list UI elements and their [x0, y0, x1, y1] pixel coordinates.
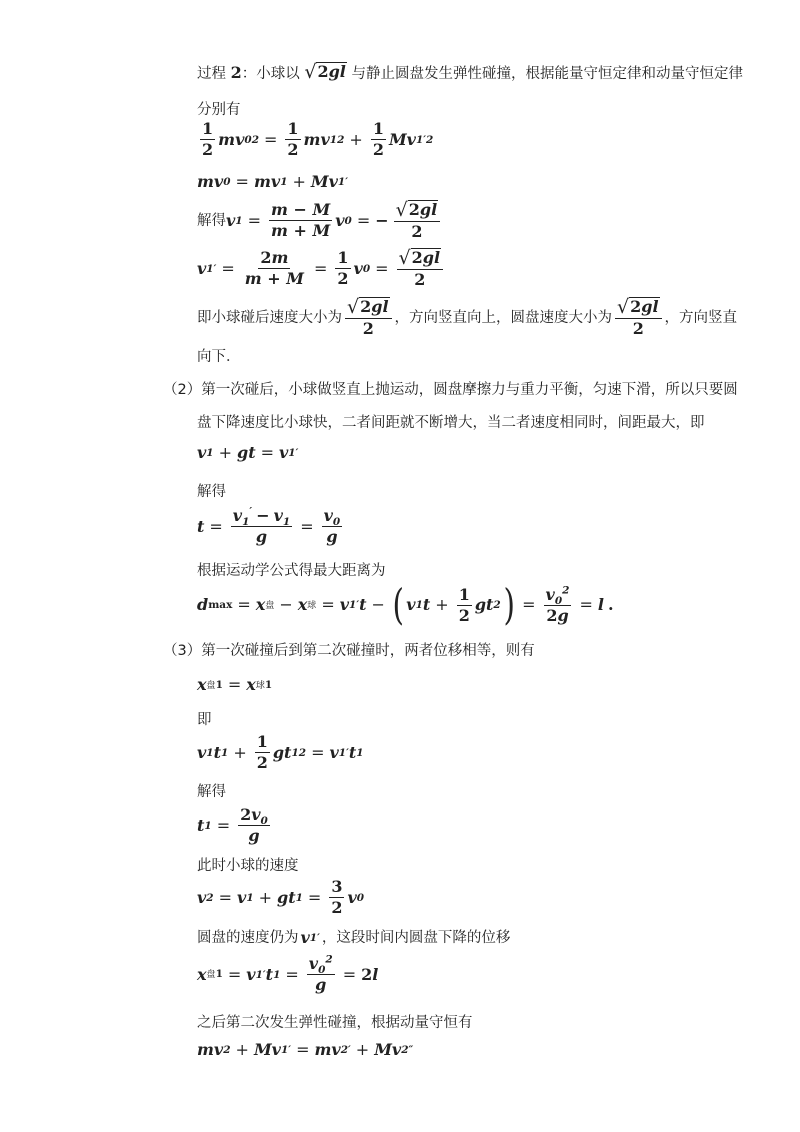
disc-displacement-equation: x 盘1 = v 1 ′ t 1 = $\frac{v_0^2}{g}$ = 2 l: [197, 953, 379, 994]
part3-line1: （3）第一次碰撞后到第二次碰撞时，两者位移相等，则有: [163, 643, 535, 659]
solve-prefix: 解得: [197, 212, 226, 229]
part2-solve: 解得: [197, 484, 226, 500]
disc-text-b: ，这段时间内圆盘下降的位移: [321, 930, 511, 946]
process-label: 过程: [197, 66, 226, 82]
sub-pan2: 盘: [206, 970, 216, 980]
sqrt-2gl: √ 2gl: [304, 61, 346, 83]
process-colon-text: ：小球以: [241, 66, 300, 82]
conclusion-text-c: ，方向竖直: [664, 309, 738, 326]
part3-speed-text: 此时小球的速度: [197, 858, 299, 874]
conclusion-text-b: ，方向竖直向上，圆盘速度大小为: [394, 309, 613, 326]
part2-dist-text: 根据运动学公式得最大距离为: [197, 563, 386, 579]
v1-prime-solution: v 1 ′ = $\frac{2m}{m + M}$ = $\frac{1}{2}$ v 0 = √ 2gl 2: [197, 248, 446, 289]
part3-solve: 解得: [197, 784, 226, 800]
second-collision-equation: mv 2 + Mv 1 ′ = mv 2 ′ + Mv 2 ″: [197, 1040, 414, 1059]
sub-pan: 盘: [265, 600, 275, 611]
part3-final-text: 之后第二次发生弹性碰撞，根据动量守恒有: [197, 1015, 473, 1031]
t1-solution: t 1 = $\frac{2v_0}{g}$: [197, 805, 268, 845]
process2-line2: 分别有: [197, 102, 241, 118]
sub-ball1: 球: [255, 680, 265, 691]
energy-equation: $\frac{1}{2}$ mv 0 2 = $\frac{1}{2}$ mv 1 2 + $\frac{1}{2}$ Mv 1 ′2: [202, 119, 434, 159]
part3-disc-line: 圆盘的速度仍为 v 1 ′ ，这段时间内圆盘下降的位移: [197, 928, 511, 947]
equal-speed-equation: v 1 + gt = v 1 ′: [197, 443, 299, 462]
v2-equation: v 2 = v 1 + gt 1 = $\frac{3}{2}$ v 0: [197, 877, 365, 917]
process2-conclusion: 即小球碰后速度大小为 √ 2gl 2 ，方向竖直向上，圆盘速度大小为 √ 2gl 2 ，方向竖直: [197, 296, 738, 338]
conclusion-text-d: 向下．: [197, 349, 241, 365]
process-number: 2: [230, 63, 242, 82]
disc-text-a: 圆盘的速度仍为: [197, 930, 299, 946]
t1-equation: v 1 t 1 + $\frac{1}{2}$ gt 1 2 = v 1 ′ t 1: [197, 732, 364, 772]
conclusion-text-a: 即小球碰后速度大小为: [197, 309, 342, 326]
v1-solution: 解得 v 1 = $\frac{m - M}{m + M}$ v 0 = − √ 2gl 2: [197, 200, 443, 241]
sub-pan1: 盘: [206, 680, 216, 691]
displacement-equal-equation: x 盘1 = x 球1: [197, 675, 273, 694]
part2-line1: （2）第一次碰后，小球做竖直上抛运动，圆盘摩擦力与重力平衡，匀速下滑，所以只要圆: [163, 382, 738, 398]
process2-rest: 与静止圆盘发生弹性碰撞，根据能量守恒定律和动量守恒定律: [351, 66, 743, 82]
momentum-equation: mv 0 = mv 1 + Mv 1 ′: [197, 172, 349, 191]
process2-intro: [197, 62, 743, 84]
sub-ball: 球: [307, 600, 317, 611]
part2-line2: 盘下降速度比小球快，二者间距就不断增大，当二者速度相同时，间距最大，即: [197, 415, 705, 431]
max-distance-equation: d max = x 盘 − x 球 = v 1 ′ t − ( v 1 t + $\frac{1}{2}$ gt 2 ) = $\frac{v_0^2}{2g}$ = l .: [197, 580, 614, 629]
t-solution: t = $\frac{v_1' - v_1}{g}$ = $\frac{v_0}{g}$: [197, 505, 341, 546]
part3-ji: 即: [197, 712, 212, 728]
